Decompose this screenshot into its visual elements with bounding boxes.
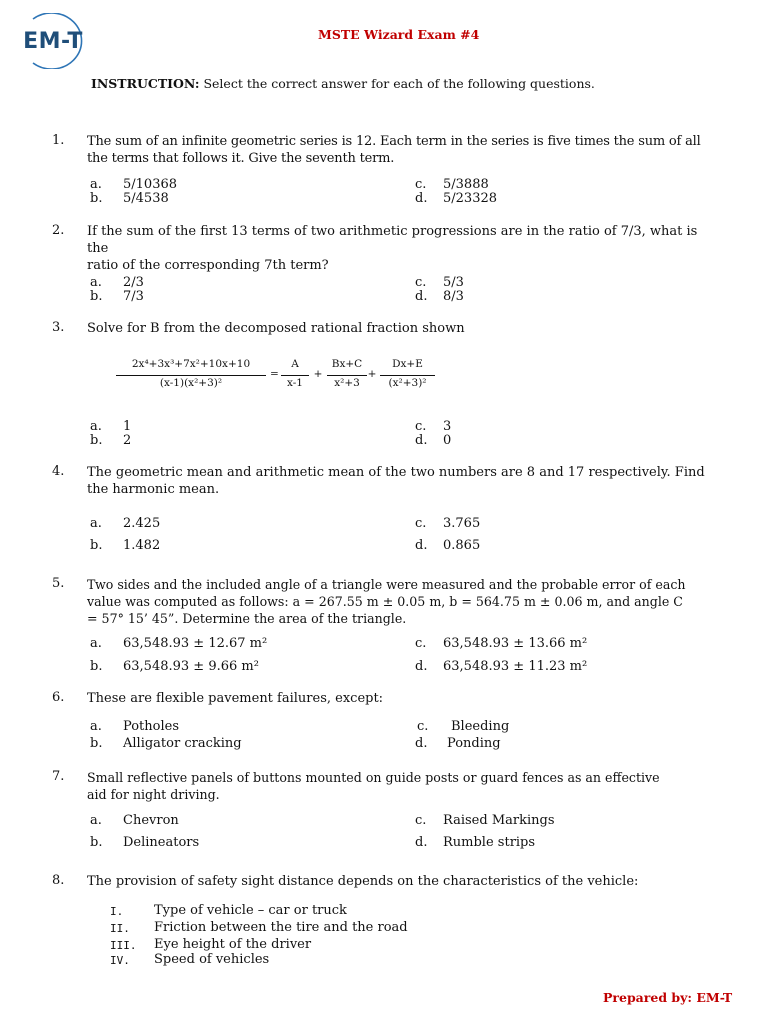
option-text: 8/3: [443, 289, 464, 304]
question-text: [87, 690, 711, 707]
option-letter: a.: [90, 813, 102, 828]
option-text: 1.482: [123, 538, 161, 553]
question-number: 5.: [52, 576, 65, 591]
option-text: Chevron: [123, 813, 179, 828]
list-item-text: Friction between the tire and the road: [154, 920, 408, 935]
question-number: 6.: [52, 690, 65, 705]
logo-text: EM-T: [23, 28, 83, 54]
roman-numeral: I.: [110, 905, 124, 918]
list-item-text: Eye height of the driver: [154, 937, 312, 952]
option-text: 5/23328: [443, 191, 498, 206]
option-text: 7/3: [123, 289, 144, 304]
equation-term-numerator: Dx+E: [392, 358, 423, 370]
option-letter: c.: [415, 516, 427, 531]
question-line: aid for night driving.: [87, 787, 220, 802]
option-text: Rumble strips: [443, 835, 536, 850]
option-letter: b.: [90, 736, 103, 751]
equation-term-denominator: x²+3: [334, 377, 360, 389]
roman-numeral: III.: [110, 939, 137, 952]
option-text: Potholes: [123, 719, 179, 734]
question-line: Solve for B from the decomposed rational fraction shown: [87, 321, 465, 336]
option-letter: b.: [90, 289, 103, 304]
option-text: 3.765: [443, 516, 481, 531]
option-letter: c.: [415, 636, 427, 651]
fraction-bar: [281, 375, 309, 376]
question-line: The sum of an infinite geometric series is 12. Each term in the series is five times the sum of all: [87, 134, 701, 149]
question-number: 2.: [52, 223, 65, 238]
option-letter: d.: [415, 736, 428, 751]
question-line: Two sides and the included angle of a triangle were measured and the probable error of each: [87, 577, 686, 592]
option-text: 3: [443, 419, 452, 434]
question-number: 3.: [52, 320, 65, 335]
instruction-text: Select the correct answer for each of the following questions.: [203, 76, 595, 91]
question-line: value was computed as follows: a = 267.55 m ± 0.05 m, b = 564.75 m ± 0.06 m, and angle C: [87, 594, 683, 609]
instruction: [91, 76, 595, 91]
equation-lhs-denominator: (x-1)(x²+3)²: [159, 377, 223, 389]
option-text: 5/4538: [123, 191, 169, 206]
option-text: Raised Markings: [443, 813, 555, 828]
question-text: [87, 576, 711, 627]
fraction-bar: [327, 375, 367, 376]
roman-numeral: IV.: [110, 954, 130, 967]
option-text: 0.865: [443, 538, 481, 553]
question-number: 1.: [52, 133, 65, 148]
option-text: 63,548.93 ± 11.23 m²: [443, 659, 588, 674]
question-number: 8.: [52, 873, 65, 888]
question-line: These are flexible pavement failures, except:: [87, 691, 384, 706]
equation-lhs-numerator: 2x⁴+3x³+7x²+10x+10: [131, 358, 251, 370]
prepared-by: Prepared by: EM-T: [603, 990, 733, 1005]
question-number: 7.: [52, 769, 65, 784]
option-letter: d.: [415, 289, 428, 304]
option-text: Bleeding: [451, 719, 510, 734]
equation-plus: +: [313, 368, 323, 380]
equation-term-denominator: (x²+3)²: [388, 377, 427, 389]
question-text: [87, 133, 711, 167]
option-letter: b.: [90, 433, 103, 448]
option-letter: a.: [90, 177, 102, 192]
option-text: 63,548.93 ± 9.66 m²: [123, 659, 259, 674]
option-letter: b.: [90, 835, 103, 850]
option-text: 0: [443, 433, 452, 448]
equation-term-numerator: A: [291, 358, 299, 370]
equation-term-denominator: x-1: [287, 377, 303, 389]
option-letter: c.: [415, 813, 427, 828]
option-letter: d.: [415, 835, 428, 850]
question-text: [87, 464, 711, 498]
option-text: 1: [123, 419, 132, 434]
question-line: The geometric mean and arithmetic mean of the two numbers are 8 and 17 respectively. Find: [87, 465, 705, 480]
option-letter: c.: [417, 719, 429, 734]
question-text: [87, 223, 711, 274]
option-letter: b.: [90, 191, 103, 206]
option-letter: a.: [90, 719, 102, 734]
question-line: The provision of safety sight distance depends on the characteristics of the vehicle:: [87, 874, 639, 889]
option-text: Ponding: [447, 736, 501, 751]
option-text: 5/3888: [443, 177, 489, 192]
option-letter: d.: [415, 433, 428, 448]
question-text: [87, 873, 711, 890]
option-letter: d.: [415, 191, 428, 206]
fraction-bar: [116, 375, 266, 376]
option-letter: d.: [415, 659, 428, 674]
option-letter: c.: [415, 177, 427, 192]
exam-title: MSTE Wizard Exam #4: [318, 27, 480, 42]
option-letter: c.: [415, 419, 427, 434]
option-letter: a.: [90, 419, 102, 434]
question-text: [87, 320, 711, 337]
equation-term-numerator: Bx+C: [331, 358, 363, 370]
question-line: If the sum of the first 13 terms of two arithmetic progressions are in the ratio of 7/3, what is the: [87, 224, 698, 256]
option-text: 5/10368: [123, 177, 178, 192]
instruction-label: INSTRUCTION:: [91, 76, 200, 91]
option-letter: c.: [415, 275, 427, 290]
question-line: the harmonic mean.: [87, 482, 220, 497]
roman-numeral: II.: [110, 922, 130, 935]
question-line: the terms that follows it. Give the seventh term.: [87, 151, 395, 166]
option-text: 5/3: [443, 275, 464, 290]
question-line: = 57° 15’ 45”. Determine the area of the triangle.: [87, 611, 407, 626]
list-item-text: Type of vehicle – car or truck: [154, 903, 347, 918]
option-text: 2/3: [123, 275, 144, 290]
option-text: 63,548.93 ± 13.66 m²: [443, 636, 588, 651]
option-text: Alligator cracking: [123, 736, 242, 751]
question-line: ratio of the corresponding 7th term?: [87, 258, 329, 273]
option-text: 2: [123, 433, 132, 448]
question-number: 4.: [52, 464, 65, 479]
list-item-text: Speed of vehicles: [154, 952, 270, 967]
option-letter: b.: [90, 538, 103, 553]
option-letter: b.: [90, 659, 103, 674]
option-letter: a.: [90, 516, 102, 531]
equation-plus: +: [367, 368, 377, 380]
equation-equals: =: [270, 368, 279, 380]
option-letter: a.: [90, 275, 102, 290]
option-text: 2.425: [123, 516, 161, 531]
question-text: [87, 769, 711, 803]
question-line: Small reflective panels of buttons mounted on guide posts or guard fences as an effective: [87, 770, 660, 785]
option-letter: a.: [90, 636, 102, 651]
option-text: 63,548.93 ± 12.67 m²: [123, 636, 268, 651]
logo: [11, 13, 95, 69]
option-text: Delineators: [123, 835, 200, 850]
option-letter: d.: [415, 538, 428, 553]
fraction-bar: [380, 375, 435, 376]
